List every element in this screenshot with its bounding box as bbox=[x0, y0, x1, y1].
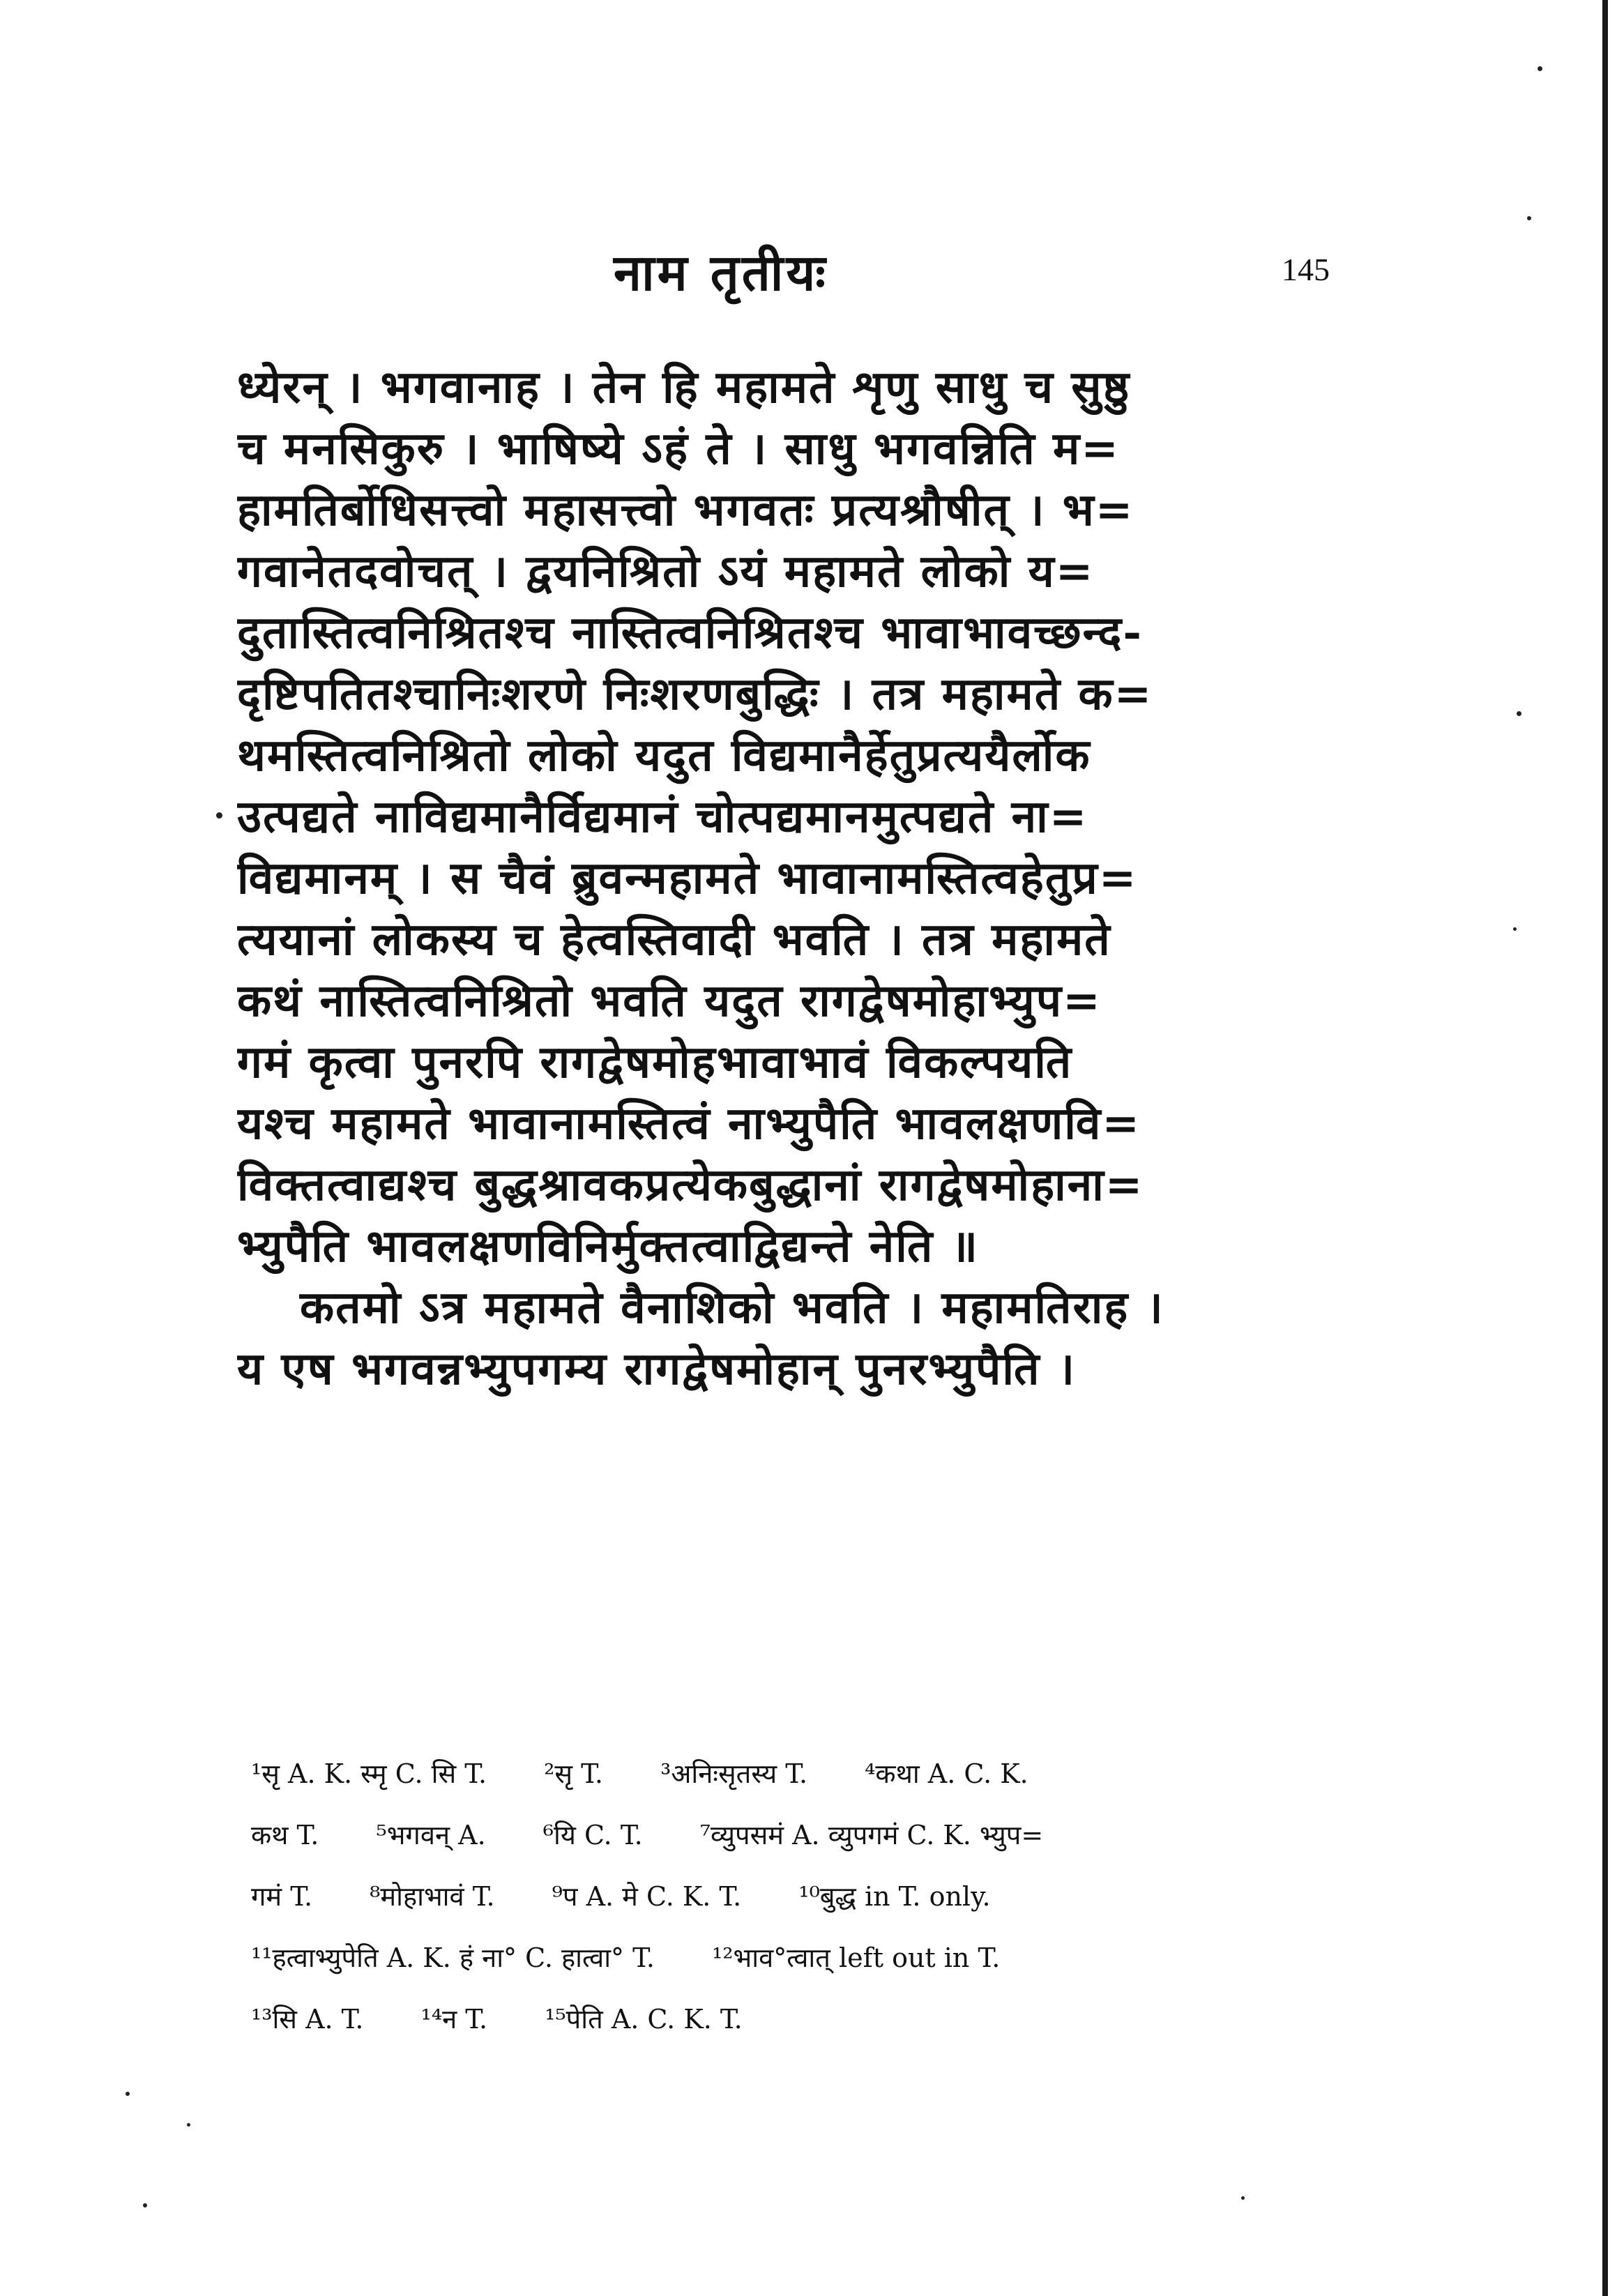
footnote-line bbox=[251, 1927, 1436, 1989]
scan-speck bbox=[1517, 711, 1521, 716]
body-line: कथं नास्तित्वनिश्रितो भवति यदुत रागद्वेषमोहाभ्युप= bbox=[237, 975, 1102, 1027]
scan-speck bbox=[216, 812, 222, 819]
body-line: दृष्टिपतितश्चानिःशरणे निःशरणबुद्धिः । तत्र महामते क= bbox=[237, 668, 1153, 720]
footnote: ⁴कथा A. C. K. bbox=[865, 1758, 1028, 1789]
footnote: ⁹प A. मे C. K. T. bbox=[552, 1881, 742, 1912]
body-line: उत्पद्यते नाविद्यमानैर्विद्यमानं चोत्पद्यमानमुत्पद्यते ना= bbox=[237, 791, 1088, 843]
body-line-paragraph-start: कतमो ऽत्र महामते वैनाशिको भवति । महामतिराह । bbox=[300, 1282, 1164, 1334]
body-line: च मनसिकुरु । भाषिष्ये ऽहं ते । साधु भगवन्निति म= bbox=[237, 423, 1120, 475]
footnote: ⁷व्युपसमं A. व्युपगमं C. K. भ्युप= bbox=[699, 1820, 1044, 1850]
footnote-line bbox=[251, 1743, 1436, 1804]
body-line: ध्येरन् । भगवानाह । तेन हि महामते शृणु साधु च सुष्ठु bbox=[237, 361, 1131, 413]
footnote: ¹⁴न T. bbox=[420, 2004, 488, 2035]
body-line: दुतास्तित्वनिश्रितश्च नास्तित्वनिश्रितश्च भावाभावच्छन्द- bbox=[237, 607, 1143, 659]
footnote: ¹²भाव°त्वात् left out in T. bbox=[712, 1943, 1001, 1973]
footnote: ²सृ T. bbox=[544, 1758, 603, 1789]
footnote-line bbox=[251, 1866, 1436, 1927]
body-line: य एष भगवन्नभ्युपगम्य रागद्वेषमोहान् पुनरभ्युपैति । bbox=[237, 1343, 1077, 1395]
body-line: भ्युपैति भावलक्षणविनिर्मुक्तत्वाद्विद्यन्ते नेति ॥ bbox=[237, 1220, 979, 1272]
body-line: त्ययानां लोकस्य च हेत्वस्तिवादी भवति । तत्र महामते bbox=[237, 913, 1111, 966]
footnote: ¹⁵पेति A. C. K. T. bbox=[545, 2004, 743, 2035]
footnote: ⁵भगवन् A. bbox=[376, 1820, 486, 1850]
scan-speck bbox=[1527, 216, 1531, 220]
body-line: थमस्तित्वनिश्रितो लोको यदुत विद्यमानैर्हेतुप्रत्ययैर्लोक bbox=[237, 729, 1091, 782]
footnote: ³अनिःसृतस्य T. bbox=[660, 1758, 808, 1789]
body-line: यश्च महामते भावानामस्तित्वं नाभ्युपैति भावलक्षणवि= bbox=[237, 1097, 1141, 1150]
footnote: ¹¹हत्वाभ्युपेति A. K. हं ना° C. हात्वा° T. bbox=[251, 1943, 655, 1973]
scan-speck bbox=[1241, 2196, 1245, 2200]
body-line: गवानेतदवोचत् । द्वयनिश्रितो ऽयं महामते लोको य= bbox=[237, 545, 1095, 598]
scan-speck bbox=[187, 2123, 190, 2127]
body-text bbox=[237, 357, 1422, 1400]
body-line: हामतिर्बोधिसत्त्वो महासत्त्वो भगवतः प्रत्यश्रौषीत् । भ= bbox=[237, 484, 1134, 536]
body-line: विद्यमानम् । स चैवं ब्रुवन्महामते भावानामस्तित्वहेतुप्र= bbox=[237, 852, 1138, 904]
footnote: ⁶यि C. T. bbox=[542, 1820, 643, 1850]
page-number: 145 bbox=[1282, 252, 1330, 287]
footnote: ⁸मोहाभावं T. bbox=[370, 1881, 495, 1912]
scan-speck bbox=[1513, 927, 1517, 931]
footnote: ¹³सि A. T. bbox=[251, 2004, 364, 2035]
footnotes bbox=[251, 1743, 1436, 2050]
footnote: गमं T. bbox=[251, 1881, 313, 1912]
scan-speck bbox=[143, 2203, 147, 2207]
scan-speck bbox=[126, 2092, 130, 2096]
footnote-line bbox=[251, 1804, 1436, 1866]
footnote: ¹सृ A. K. स्मृ C. सि T. bbox=[251, 1758, 487, 1789]
body-line: विक्तत्वाद्यश्च बुद्धश्रावकप्रत्येकबुद्धानां रागद्वेषमोहाना= bbox=[237, 1159, 1144, 1211]
footnote-line bbox=[251, 1989, 1436, 2050]
body-line: गमं कृत्वा पुनरपि रागद्वेषमोहभावाभावं विकल्पयति bbox=[237, 1036, 1073, 1088]
page-edge-rule bbox=[1602, 0, 1608, 2296]
scan-speck bbox=[1538, 66, 1542, 71]
footnote: कथ T. bbox=[251, 1820, 319, 1850]
running-head-title: नाम तृतीयः bbox=[614, 243, 828, 302]
footnote: ¹⁰बुद्ध in T. only. bbox=[798, 1881, 991, 1912]
